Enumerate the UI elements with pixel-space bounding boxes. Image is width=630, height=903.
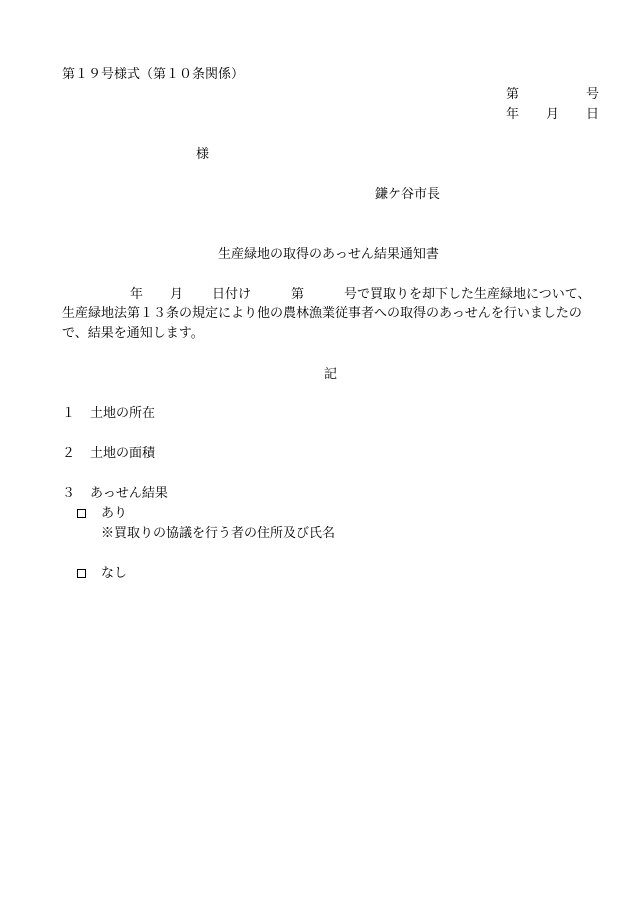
item-3-number: ３ <box>62 486 76 501</box>
option-nashi-checkbox[interactable] <box>77 569 86 578</box>
doc-number-prefix: 第 <box>506 87 520 102</box>
item-2-number: ２ <box>62 446 76 461</box>
body-line1-year: 年 <box>130 287 144 302</box>
body-line1-day: 日付け <box>212 287 252 302</box>
ki-heading: 記 <box>324 367 338 382</box>
option-ari-label: あり <box>101 506 128 521</box>
option-ari-note: ※買取りの協議を行う者の住所及び氏名 <box>101 526 336 541</box>
doc-date-year: 年 <box>506 107 520 122</box>
item-3-label: あっせん結果 <box>90 486 168 501</box>
form-id: 第１９号様式（第１０条関係） <box>62 67 245 82</box>
item-1-number: １ <box>62 406 76 421</box>
option-ari-checkbox[interactable] <box>77 509 86 518</box>
item-1-label: 土地の所在 <box>90 406 156 421</box>
sender: 鎌ケ谷市長 <box>375 187 441 202</box>
option-nashi-label: なし <box>101 566 128 581</box>
doc-number-suffix: 号 <box>586 87 600 102</box>
body-line3: で、結果を通知します。 <box>62 326 204 341</box>
item-2-label: 土地の面積 <box>90 446 156 461</box>
doc-date-month: 月 <box>546 107 560 122</box>
body-line1-rest: 号で買取りを却下した生産緑地について、 <box>344 287 591 302</box>
doc-date-day: 日 <box>586 107 600 122</box>
addressee-suffix: 様 <box>196 147 210 162</box>
document-title: 生産緑地の取得のあっせん結果通知書 <box>218 247 439 262</box>
body-line1-month: 月 <box>170 287 184 302</box>
body-line2: 生産緑地法第１３条の規定により他の農林漁業従事者への取得のあっせんを行いましたの <box>62 306 582 321</box>
body-paragraph <box>62 304 607 344</box>
body-line1-no-prefix: 第 <box>291 287 305 302</box>
